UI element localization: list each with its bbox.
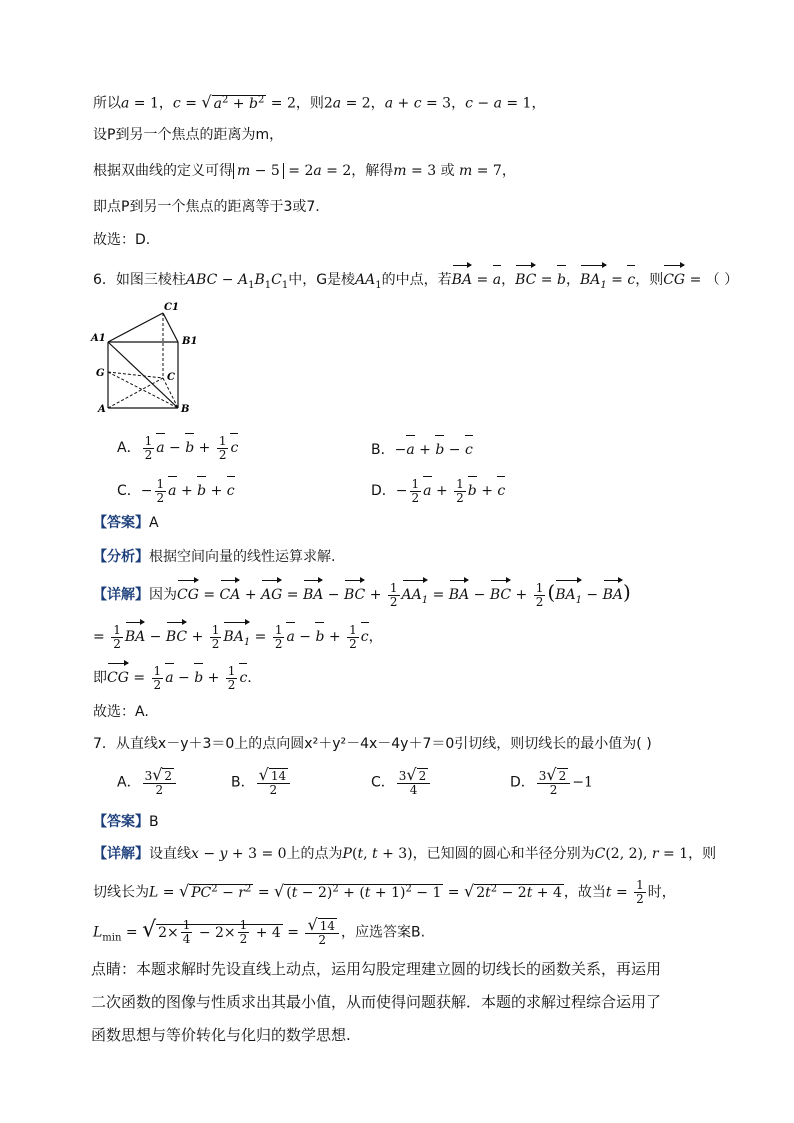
triangular-prism-diagram: [88, 300, 208, 418]
q7-answer: 【答案】B: [93, 814, 159, 830]
q7-comment-line-1: 点睛：本题求解时先设直线上动点，运用勾股定理建立圆的切线长的函数关系，再运用: [91, 960, 662, 978]
intro-line-1: 所以a = 1，c = √ $a^2 + b^2 = 2$，则2a = 2，a + c = 3，c − a = 1，: [93, 89, 545, 115]
intro-line-4: 即点P到另一个焦点的距离等于3或7.: [93, 199, 320, 215]
sqrt-a2-b2: √ $a^2 + b^2$: [201, 92, 265, 112]
label-b: B: [181, 404, 190, 415]
label-c1: C1: [164, 302, 179, 313]
q7-comment-line-3: 函数思想与等价转化与化归的数学思想.: [91, 1026, 351, 1044]
q6-stem: 6．如图三棱柱ABC − $A_1B_1C_1$中，G是棱$AA_1$的中点，若BA = a，BC = b，$BA_1 = c$，则CG = （ ）: [93, 263, 738, 297]
q6-analysis: 【分析】根据空间向量的线性运算求解.: [93, 549, 336, 565]
q7-detail-line-2: 切线长为L = √ $PC^2 - r^2$ = √ $(t - 2)^2 + (t + 1)^2 - 1$ = √ $2t^2 - 2t + 4$ ，故当t = $\frac{1}{2}$ 时，: [93, 878, 676, 907]
q6-option-d: D．− $\frac{1}{2}$ a + $\frac{1}{2}$ b + c: [371, 474, 505, 505]
q6-detail-line-1: 【详解】因为CG = CA + AG = BA − BC + $\frac{1}{2}$ $AA_1$ = BA − BC + $\frac{1}{2}$ $(BA_1 - BA)$: [93, 578, 631, 612]
q6-option-c: C．− $\frac{1}{2}$ a + b + c: [117, 474, 235, 505]
intro-line-3: 根据双曲线的定义可得 m − 5 = 2a = 2，解得m = 3 或 m = 7，: [93, 163, 516, 179]
q7-option-d: D． $\frac{3√ 2}{2}$ −1: [510, 765, 593, 797]
q6-answer: 【答案】A: [93, 515, 159, 531]
q7-comment-line-2: 二次函数的图像与性质求出其最小值，从而使得问题获解．本题的求解过程综合运用了: [91, 993, 662, 1011]
q7-detail-line-1: 【详解】设直线x − y + 3 = 0上的点为P(t, t + 3)，已知圆的圆心和半径分别为C(2, 2), r = 1，则: [93, 846, 717, 862]
intro-line-2: 设P到另一个焦点的距离为m，: [93, 127, 284, 143]
q7-option-b: B． $\frac{√ 14}{2}$: [231, 768, 292, 797]
label-a1: A1: [91, 333, 106, 344]
label-b1: B1: [182, 336, 198, 347]
q7-option-a: A． $\frac{3√ 2}{2}$: [117, 768, 178, 797]
q7-option-c: C． $\frac{3√ 2}{4}$: [371, 768, 432, 797]
label-g: G: [96, 368, 105, 379]
label-a: A: [98, 404, 106, 415]
q6-detail-line-3: 即CG = $\frac{1}{2}$ a − b + $\frac{1}{2}$ c.: [93, 661, 252, 692]
intro-line-5: 故选：D.: [93, 232, 151, 248]
q7-stem: 7．从直线x－y＋3＝0上的点向圆x²＋y²－4x－4y＋7＝0引切线，则切线长的最小值为( ): [93, 736, 652, 752]
q6-choose: 故选：A.: [93, 704, 149, 720]
label-c: C: [167, 372, 175, 383]
q6-option-a: A． $\frac{1}{2}$ a − b + $\frac{1}{2}$ c: [117, 431, 238, 462]
q6-detail-line-2: = $\frac{1}{2}$ BA − BC + $\frac{1}{2}$ $BA_1$ = $\frac{1}{2}$ a − b + $\frac{1}{2}$ c，: [93, 620, 383, 654]
q6-option-b: B．−a + b − c: [371, 433, 473, 461]
q7-detail-line-3: $L_{min}$ = √ 2× $\frac{1}{4}$ − 2× $\frac{1}{2}$ + 4 = $\frac{√ 14}{2}$ ，应选答案B.: [93, 915, 426, 947]
